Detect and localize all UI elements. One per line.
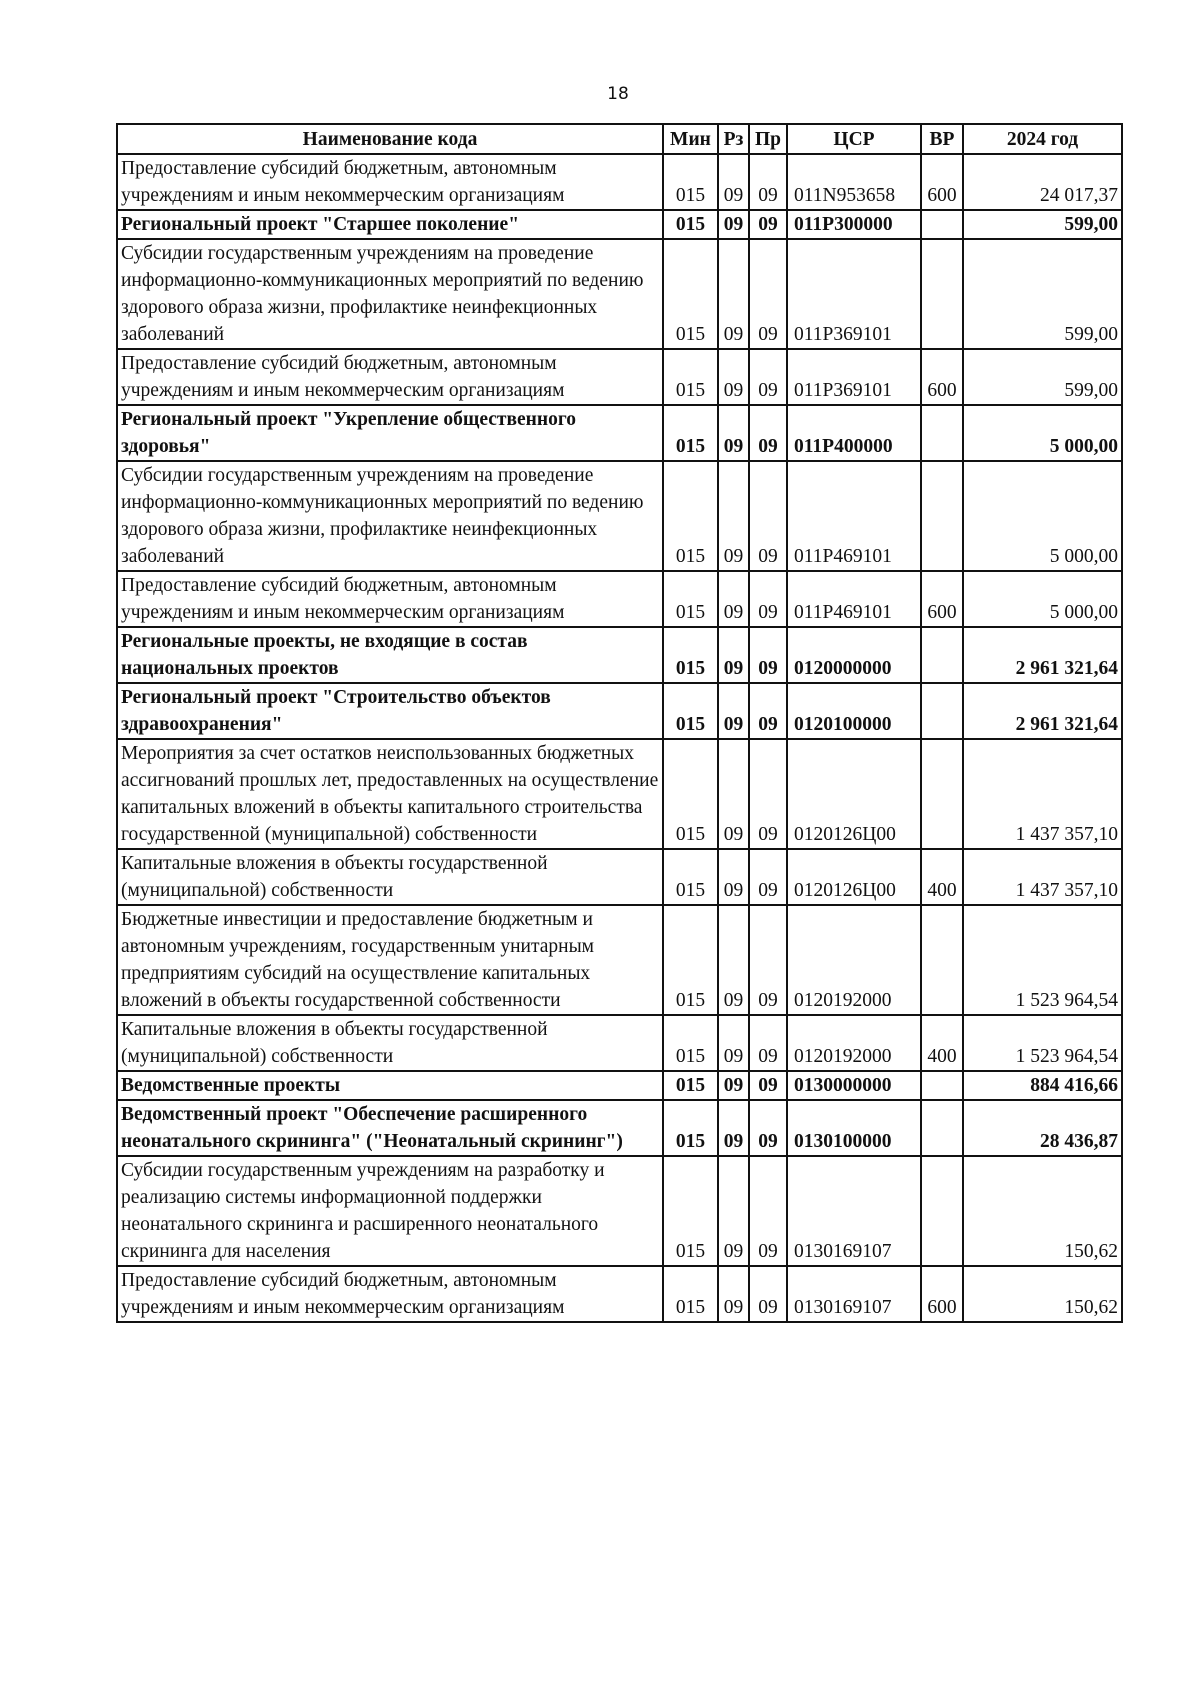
row-pr: 09 [749,1266,787,1322]
row-amount: 2 961 321,64 [963,683,1122,739]
table-row [117,1015,1122,1071]
header-year: 2024 год [963,124,1122,154]
table-row [117,739,1122,849]
row-csr: 0120192000 [787,1015,921,1071]
row-min: 015 [663,1266,718,1322]
row-amount: 5 000,00 [963,461,1122,571]
row-min: 015 [663,1015,718,1071]
row-amount: 5 000,00 [963,405,1122,461]
row-name: Субсидии государственным учреждениям на проведение информационно-коммуникационных мероприятий по ведению здорового образа жизни, профилактике неинфекционных заболеваний [117,239,663,349]
row-csr: 011P369101 [787,349,921,405]
row-amount: 2 961 321,64 [963,627,1122,683]
row-name: Бюджетные инвестиции и предоставление бюджетным и автономным учреждениям, государственным унитарным предприятиям субсидий на осуществление капитальных вложений в объекты государственной собственности [117,905,663,1015]
row-name: Предоставление субсидий бюджетным, автономным учреждениям и иным некоммерческим организациям [117,1266,663,1322]
table-header-row [117,124,1122,154]
row-pr: 09 [749,1100,787,1156]
row-pr: 09 [749,1071,787,1100]
row-vr [921,405,963,461]
table-row [117,349,1122,405]
table-body [117,154,1122,1322]
row-name: Капитальные вложения в объекты государственной (муниципальной) собственности [117,1015,663,1071]
table-row [117,683,1122,739]
row-vr [921,1156,963,1266]
row-rz: 09 [718,571,749,627]
row-vr: 400 [921,1015,963,1071]
row-min: 015 [663,1100,718,1156]
row-name: Региональные проекты, не входящие в состав национальных проектов [117,627,663,683]
row-csr: 0120192000 [787,905,921,1015]
row-vr [921,1071,963,1100]
row-name: Предоставление субсидий бюджетным, автономным учреждениям и иным некоммерческим организациям [117,349,663,405]
row-amount: 1 437 357,10 [963,739,1122,849]
row-rz: 09 [718,1156,749,1266]
row-name: Региональный проект "Старшее поколение" [117,210,663,239]
row-rz: 09 [718,405,749,461]
row-csr: 0120100000 [787,683,921,739]
row-vr: 600 [921,571,963,627]
table-row [117,405,1122,461]
table-row [117,239,1122,349]
row-vr [921,905,963,1015]
row-min: 015 [663,349,718,405]
row-name: Субсидии государственным учреждениям на проведение информационно-коммуникационных мероприятий по ведению здорового образа жизни, профилактике неинфекционных заболеваний [117,461,663,571]
row-name: Капитальные вложения в объекты государственной (муниципальной) собственности [117,849,663,905]
row-min: 015 [663,1156,718,1266]
row-amount: 150,62 [963,1156,1122,1266]
row-rz: 09 [718,1266,749,1322]
row-min: 015 [663,1071,718,1100]
row-vr [921,461,963,571]
row-csr: 0120126Ц00 [787,849,921,905]
row-pr: 09 [749,349,787,405]
row-rz: 09 [718,739,749,849]
row-csr: 011P400000 [787,405,921,461]
row-amount: 599,00 [963,210,1122,239]
row-pr: 09 [749,154,787,210]
row-rz: 09 [718,905,749,1015]
table-row [117,1266,1122,1322]
row-min: 015 [663,154,718,210]
row-csr: 0130169107 [787,1156,921,1266]
row-vr [921,739,963,849]
table-row [117,1156,1122,1266]
row-pr: 09 [749,405,787,461]
row-vr [921,627,963,683]
row-min: 015 [663,239,718,349]
table-row [117,1100,1122,1156]
row-csr: 0120000000 [787,627,921,683]
row-amount: 5 000,00 [963,571,1122,627]
row-amount: 24 017,37 [963,154,1122,210]
table-row [117,461,1122,571]
row-rz: 09 [718,1071,749,1100]
row-min: 015 [663,905,718,1015]
row-csr: 011P300000 [787,210,921,239]
row-amount: 28 436,87 [963,1100,1122,1156]
table-row [117,571,1122,627]
table-row [117,210,1122,239]
table-row [117,849,1122,905]
row-pr: 09 [749,571,787,627]
row-name: Региональный проект "Строительство объектов здравоохранения" [117,683,663,739]
row-rz: 09 [718,1015,749,1071]
row-csr: 011P469101 [787,461,921,571]
row-rz: 09 [718,239,749,349]
row-vr [921,683,963,739]
header-vr: ВР [921,124,963,154]
row-min: 015 [663,210,718,239]
budget-table [116,123,1123,1323]
table-row [117,1071,1122,1100]
row-name: Мероприятия за счет остатков неиспользованных бюджетных ассигнований прошлых лет, предоставленных на осуществление капитальных вложений в объекты капитального строительства государственной (муниципальной) собственности [117,739,663,849]
row-min: 015 [663,739,718,849]
row-name: Предоставление субсидий бюджетным, автономным учреждениям и иным некоммерческим организациям [117,571,663,627]
row-name: Региональный проект "Укрепление общественного здоровья" [117,405,663,461]
row-pr: 09 [749,1156,787,1266]
row-rz: 09 [718,461,749,571]
header-min: Мин [663,124,718,154]
row-csr: 011P469101 [787,571,921,627]
row-min: 015 [663,683,718,739]
row-pr: 09 [749,239,787,349]
row-rz: 09 [718,849,749,905]
row-vr: 600 [921,1266,963,1322]
row-pr: 09 [749,739,787,849]
row-amount: 599,00 [963,239,1122,349]
row-rz: 09 [718,210,749,239]
row-min: 015 [663,571,718,627]
row-name: Субсидии государственным учреждениям на разработку и реализацию системы информационной поддержки неонатального скрининга и расширенного неонатального скрининга для населения [117,1156,663,1266]
row-name: Ведомственные проекты [117,1071,663,1100]
row-rz: 09 [718,154,749,210]
row-rz: 09 [718,1100,749,1156]
row-vr [921,1100,963,1156]
row-csr: 0130000000 [787,1071,921,1100]
row-vr: 600 [921,154,963,210]
row-min: 015 [663,627,718,683]
row-amount: 599,00 [963,349,1122,405]
row-rz: 09 [718,349,749,405]
header-pr: Пр [749,124,787,154]
row-min: 015 [663,405,718,461]
row-amount: 150,62 [963,1266,1122,1322]
row-rz: 09 [718,627,749,683]
row-pr: 09 [749,1015,787,1071]
table-row [117,627,1122,683]
row-amount: 1 523 964,54 [963,1015,1122,1071]
row-pr: 09 [749,461,787,571]
row-vr [921,239,963,349]
row-amount: 1 437 357,10 [963,849,1122,905]
row-vr [921,210,963,239]
row-pr: 09 [749,627,787,683]
table-row [117,154,1122,210]
row-name: Ведомственный проект "Обеспечение расширенного неонатального скрининга" ("Неонатальный скрининг") [117,1100,663,1156]
row-pr: 09 [749,849,787,905]
row-pr: 09 [749,683,787,739]
row-vr: 600 [921,349,963,405]
row-csr: 0130100000 [787,1100,921,1156]
header-csr: ЦСР [787,124,921,154]
row-amount: 1 523 964,54 [963,905,1122,1015]
row-rz: 09 [718,683,749,739]
row-csr: 011P369101 [787,239,921,349]
row-vr: 400 [921,849,963,905]
header-name: Наименование кода [117,124,663,154]
row-name: Предоставление субсидий бюджетным, автономным учреждениям и иным некоммерческим организациям [117,154,663,210]
row-min: 015 [663,461,718,571]
row-min: 015 [663,849,718,905]
table-row [117,905,1122,1015]
row-csr: 0120126Ц00 [787,739,921,849]
row-amount: 884 416,66 [963,1071,1122,1100]
page-number: 18 [607,84,629,104]
header-rz: Рз [718,124,749,154]
row-pr: 09 [749,905,787,1015]
row-csr: 011N953658 [787,154,921,210]
row-pr: 09 [749,210,787,239]
row-csr: 0130169107 [787,1266,921,1322]
